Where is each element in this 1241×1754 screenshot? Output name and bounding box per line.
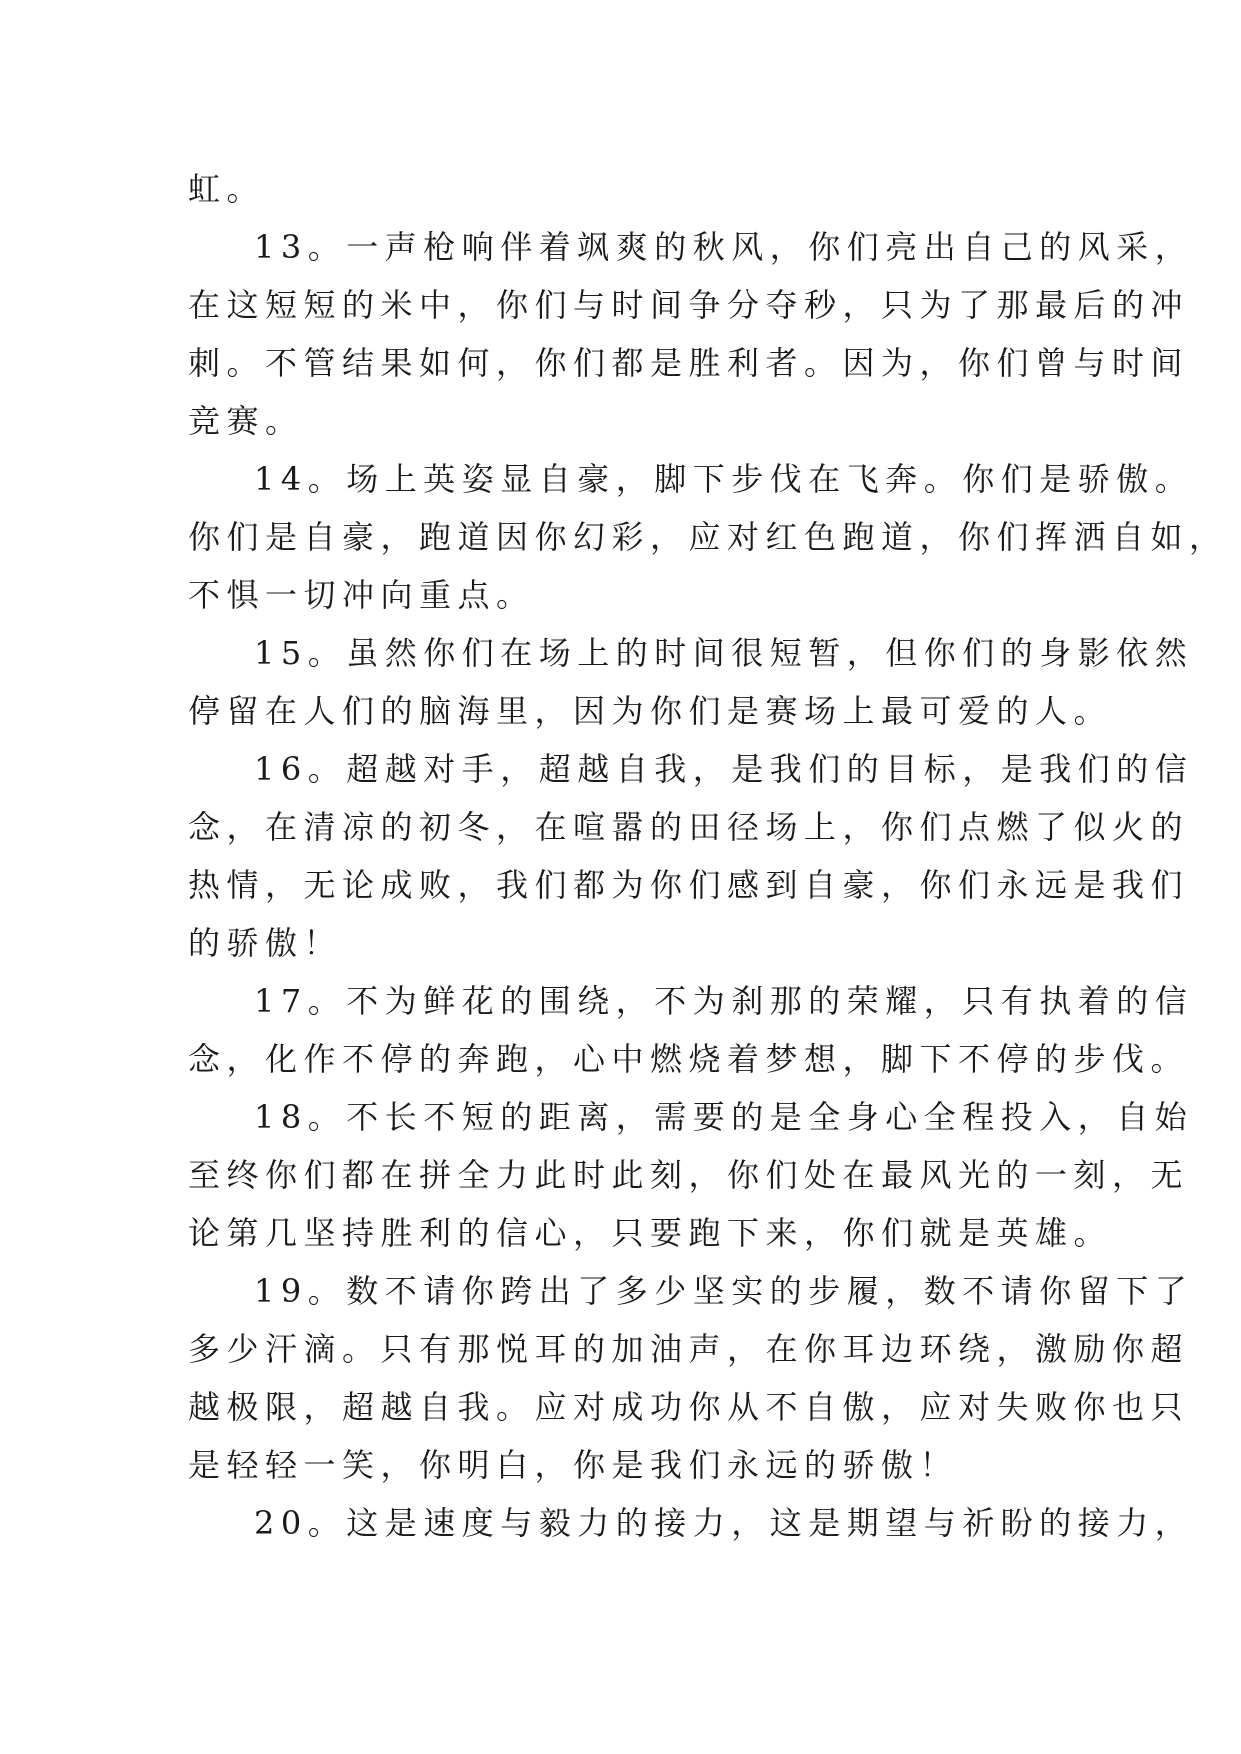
text-line: 14。场上英姿显自豪，脚下步伐在飞奔。你们是骄傲。 xyxy=(254,460,1194,498)
text-line: 虹。 xyxy=(188,170,266,208)
text-line: 越极限，超越自我。应对成功你从不自傲，应对失败你也只 xyxy=(188,1388,1190,1426)
text-line: 论第几坚持胜利的信心，只要跑下来，你们就是英雄。 xyxy=(188,1214,1113,1252)
text-line: 16。超越对手，超越自我，是我们的目标，是我们的信 xyxy=(254,750,1194,788)
text-line: 竞赛。 xyxy=(188,402,304,440)
text-line: 18。不长不短的距离，需要的是全身心全程投入，自始 xyxy=(254,1098,1194,1136)
document-body xyxy=(188,160,1228,1552)
text-line: 在这短短的米中，你们与时间争分夺秒，只为了那最后的冲 xyxy=(188,286,1190,324)
text-line: 15。虽然你们在场上的时间很短暂，但你们的身影依然 xyxy=(254,634,1194,672)
text-line: 念，在清凉的初冬，在喧嚣的田径场上，你们点燃了似火的 xyxy=(188,808,1190,846)
text-line: 停留在人们的脑海里，因为你们是赛场上最可爱的人。 xyxy=(188,692,1113,730)
text-line: 至终你们都在拼全力此时此刻，你们处在最风光的一刻，无 xyxy=(188,1156,1190,1194)
text-line: 念，化作不停的奔跑，心中燃烧着梦想，脚下不停的步伐。 xyxy=(188,1040,1190,1078)
text-line: 多少汗滴。只有那悦耳的加油声，在你耳边环绕，激励你超 xyxy=(188,1330,1190,1368)
text-line: 的骄傲！ xyxy=(188,924,343,962)
text-line: 13。一声枪响伴着飒爽的秋风，你们亮出自己的风采， xyxy=(254,228,1194,266)
text-line: 不惧一切冲向重点。 xyxy=(188,576,535,614)
text-line: 17。不为鲜花的围绕，不为刹那的荣耀，只有执着的信 xyxy=(254,982,1194,1020)
text-line: 19。数不请你跨出了多少坚实的步履，数不请你留下了 xyxy=(254,1272,1194,1310)
text-line: 热情，无论成败，我们都为你们感到自豪，你们永远是我们 xyxy=(188,866,1190,904)
text-line: 你们是自豪，跑道因你幻彩，应对红色跑道，你们挥洒自如， xyxy=(188,518,1228,556)
text-line: 刺。不管结果如何，你们都是胜利者。因为，你们曾与时间 xyxy=(188,344,1190,382)
text-line: 是轻轻一笑，你明白，你是我们永远的骄傲！ xyxy=(188,1446,959,1484)
text-line: 20。这是速度与毅力的接力，这是期望与祈盼的接力， xyxy=(254,1504,1194,1542)
